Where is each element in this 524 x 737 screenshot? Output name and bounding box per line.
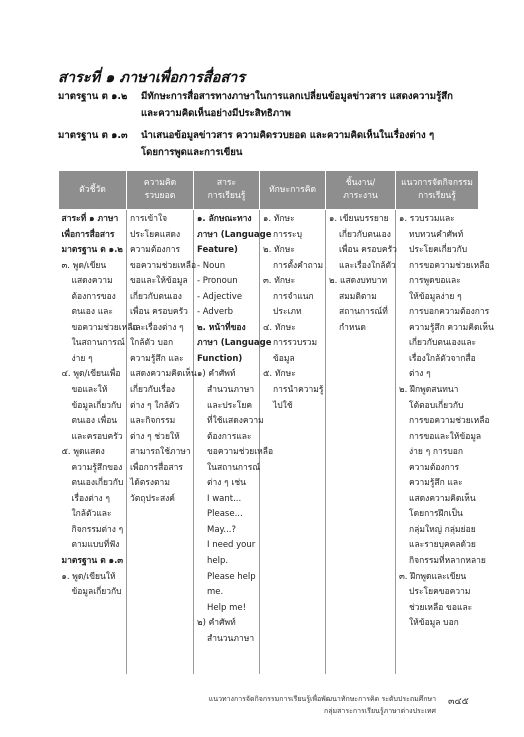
cell-line: เกี่ยวกับตนเอง xyxy=(130,291,182,302)
cell-line: เกี่ยวกับเรื่อง xyxy=(130,385,176,396)
cell-line: ข้อมูลเกี่ยวกับ xyxy=(71,400,122,411)
cell-line: การนำความรู้ xyxy=(273,385,324,396)
cell-line: ๕. พูดแสดง xyxy=(61,447,105,458)
cell-line: การจำแนก xyxy=(273,291,314,302)
cell-line: I need your xyxy=(207,540,256,551)
cell-line: - Adverb xyxy=(197,307,233,318)
footer-subject-group: กลุ่มสาระการเรียนรู้ภาษาต่างประเทศ xyxy=(324,707,436,715)
cell-line: ข้อมูลเกี่ยวกับ xyxy=(71,587,122,598)
standard-2-line: โดยการพูดและการเขียน xyxy=(141,147,243,158)
cell-line: สำนวนภาษา xyxy=(207,385,255,396)
cell-line: เพื่อการสื่อสาร xyxy=(130,462,183,473)
cell-line: ความต้องการ xyxy=(130,245,181,256)
cell-line: ๒) คำศัพท์ xyxy=(197,618,236,629)
header-activities: แนวการจัดกิจกรรม การเรียนรู้ xyxy=(396,171,479,210)
footer-book-title: แนวทางการจัดกิจกรรมการเรียนรู้เพื่อพัฒนาทักษะการคิด ระดับประถมศึกษา xyxy=(208,695,436,703)
cell-line: ต่าง ๆ ช่วยให้ xyxy=(130,431,180,442)
cell-line: - Noun xyxy=(197,260,226,271)
cell-line: ๒. ทักษะ xyxy=(263,245,295,256)
cell-line: ขอความช่วยเหลือ xyxy=(207,447,274,458)
standard-1-line: และความคิดเห็นอย่างมีประสิทธิภาพ xyxy=(141,108,291,119)
cell-line: ๒. แสดงบทบาท xyxy=(329,276,388,287)
standard-1-text xyxy=(141,88,478,122)
cell-line: และรายบุคคลด้วย xyxy=(409,540,476,551)
cell-line: help. xyxy=(207,556,229,567)
cell-line: สาระที่ ๑ ภาษา xyxy=(61,214,119,224)
cell-line: ตามแบบที่ฟัง xyxy=(71,540,120,551)
cell-line: - Adjective xyxy=(197,291,243,302)
cell-line: ให้ข้อมูล บอก xyxy=(409,618,459,629)
standard-2 xyxy=(58,127,478,161)
cell-line: การระบุ xyxy=(273,229,303,240)
cell-line: ๑. ลักษณะทาง xyxy=(197,214,252,224)
cell-line: สถานการณ์ที่ xyxy=(339,307,388,318)
cell-line: ใกล้ตัวและ xyxy=(71,509,112,520)
cell-line: กลุ่มใหญ่ กลุ่มย่อย xyxy=(409,524,476,535)
cell-line: เรื่องต่าง ๆ xyxy=(71,493,110,504)
cell-line: ข้อมูล xyxy=(273,353,295,364)
cell-line: ความต้องการ xyxy=(409,462,460,473)
cell-line: และครอบครัว xyxy=(71,431,123,442)
cell-line: ตนเองเกี่ยวกับ xyxy=(71,478,124,489)
cell-activities xyxy=(396,210,494,675)
cell-line: me. xyxy=(207,587,224,598)
cell-line: - Pronoun xyxy=(197,276,238,287)
cell-line: ประโยคแสดง xyxy=(130,229,181,240)
cell-line: Feature) xyxy=(197,245,238,256)
cell-line: ในสถานการณ์ xyxy=(71,338,125,349)
cell-line: การขอและให้ข้อมูล xyxy=(409,431,482,442)
cell-line: ๔. ทักษะ xyxy=(263,322,296,333)
cell-line: เกี่ยวกับตนเองและ xyxy=(409,338,477,349)
cell-concept xyxy=(127,210,197,675)
cell-line: ความรู้สึก ความคิดเห็น xyxy=(409,322,494,333)
cell-line: ง่าย ๆ การบอก xyxy=(409,447,464,458)
page-heading: สาระที่ ๑ ภาษาเพื่อการสื่อสาร xyxy=(58,70,246,86)
header-concept: ความคิด รวบยอด xyxy=(127,171,194,210)
cell-line: กิจกรรมที่หลากหลาย xyxy=(409,556,486,567)
cell-tasks xyxy=(326,210,396,675)
table-header-row xyxy=(59,171,479,210)
cell-line: โดยการฝึกเป็น xyxy=(409,509,463,520)
cell-line: ตนเอง และ xyxy=(71,307,113,318)
cell-line: โต้ตอบเกี่ยวกับ xyxy=(409,400,464,411)
cell-line: ประโยคขอความ xyxy=(409,587,471,598)
cell-line: วัตถุประสงค์ xyxy=(130,493,175,504)
standard-1-line: มีทักษะการสื่อสารทางภาษาในการแลกเปลี่ยนข้อมูลข่าวสาร แสดงความรู้สึก xyxy=(141,91,453,102)
header-tasks: ชิ้นงาน/ ภาระงาน xyxy=(326,171,396,210)
cell-line: ช่วยเหลือ ขอและ xyxy=(409,602,473,613)
header-content: สาระ การเรียนรู้ xyxy=(194,171,260,210)
cell-line: ที่ใช้แสดงความ xyxy=(207,416,264,427)
cell-line: แสดงความ xyxy=(71,276,113,287)
cell-line: ๑. รวบรวมและ xyxy=(399,214,455,224)
cell-line: กิจกรรมต่าง ๆ xyxy=(71,524,124,535)
cell-content xyxy=(194,210,274,675)
cell-line: ๑. พูด/เขียนให้ xyxy=(61,571,116,582)
cell-line: สำนวนภาษา xyxy=(207,633,255,644)
cell-line: เรื่องใกล้ตัวจากสื่อ xyxy=(409,353,476,364)
cell-line: และเรื่องใกล้ตัว xyxy=(339,260,396,271)
cell-line: ภาษา (Language xyxy=(197,338,272,349)
cell-line: ในสถานการณ์ xyxy=(207,462,261,473)
cell-line: Function) xyxy=(197,353,243,364)
cell-line: ๓. พูด/เขียน xyxy=(61,260,107,271)
cell-line: ๑. เขียนบรรยาย xyxy=(329,214,389,224)
cell-line: ๒. หน้าที่ของ xyxy=(197,322,246,333)
cell-line: แสดงความคิดเห็น xyxy=(409,493,476,504)
cell-line: ๓. ฝึกพูดและเขียน xyxy=(399,571,467,582)
cell-line: การเข้าใจ xyxy=(130,214,168,224)
cell-line: Please help xyxy=(207,571,256,582)
cell-line: ขอและให้ xyxy=(71,385,108,396)
cell-line: ความรู้สึก และ xyxy=(130,353,184,364)
cell-line: สามารถใช้ภาษา xyxy=(130,447,191,458)
cell-line: เพื่อการสื่อสาร xyxy=(61,229,115,240)
cell-thinking-skills xyxy=(260,210,326,675)
cell-line: ทบทวนคำศัพท์ xyxy=(409,229,464,240)
cell-indicators xyxy=(59,210,138,675)
cell-line: ต่าง ๆ เช่น xyxy=(207,478,246,489)
cell-line: Help me! xyxy=(207,602,246,613)
cell-line: ได้ตรงตาม xyxy=(130,478,170,489)
cell-line: ต่าง ๆ xyxy=(409,369,431,380)
cell-line: ง่าย ๆ xyxy=(71,353,93,364)
cell-line: เพื่อน ครอบครัว xyxy=(339,245,397,256)
cell-line: ๔. พูด/เขียนเพื่อ xyxy=(61,369,121,380)
cell-line: ๒. ฝึกพูดสนทนา xyxy=(399,385,459,396)
cell-line: และกิจกรรม xyxy=(130,416,176,427)
header-thinking-skills: ทักษะการคิด xyxy=(260,171,326,210)
cell-line: ไปใช้ xyxy=(273,400,293,411)
standard-1 xyxy=(58,88,478,122)
header-indicators: ตัวชี้วัด xyxy=(59,171,127,210)
cell-line: การบอกความต้องการ xyxy=(409,307,490,318)
cell-line: การขอความช่วยเหลือ xyxy=(409,260,490,271)
cell-line: Please... xyxy=(207,509,243,520)
page-number: ๓๔๕ xyxy=(448,696,469,707)
cell-line: มาตรฐาน ต ๑.๓ xyxy=(61,556,124,567)
standard-2-line: นำเสนอข้อมูลข่าวสาร ความคิดรวบยอด และความคิดเห็นในเรื่องต่าง ๆ xyxy=(141,130,435,141)
cell-line: สมมติตาม xyxy=(339,291,377,302)
cell-line: ประเภท xyxy=(273,307,302,318)
cell-line: ใกล้ตัว บอก xyxy=(130,338,174,349)
standard-1-code: มาตรฐาน ต ๑.๒ xyxy=(58,91,128,102)
cell-line: กำหนด xyxy=(339,322,366,333)
cell-line: ให้ข้อมูลง่าย ๆ xyxy=(409,291,462,302)
cell-line: เกี่ยวกับตนเอง xyxy=(339,229,391,240)
cell-line: และประโยค xyxy=(207,400,253,411)
cell-line: ๕. ทักษะ xyxy=(263,369,296,380)
standard-2-code: มาตรฐาน ต ๑.๓ xyxy=(58,130,128,141)
cell-line: การขอความช่วยเหลือ xyxy=(409,416,490,427)
cell-line: มาตรฐาน ต ๑.๒ xyxy=(61,245,123,256)
cell-line: ความรู้สึกของ xyxy=(71,462,123,473)
curriculum-table xyxy=(58,170,494,674)
standard-2-text xyxy=(141,127,478,161)
cell-line: ต้องการของ xyxy=(71,291,116,302)
cell-line: ภาษา (Language xyxy=(197,229,272,240)
cell-line: การตั้งคำถาม xyxy=(273,260,324,271)
cell-line: ต่าง ๆ ใกล้ตัว xyxy=(130,400,180,411)
cell-line: การรวบรวม xyxy=(273,338,318,349)
cell-line: ขอและให้ข้อมูล xyxy=(130,276,188,287)
cell-line: ขอความช่วยเหลือ xyxy=(71,322,138,333)
cell-line: ๑. ทักษะ xyxy=(263,214,295,224)
cell-line: ๓. ทักษะ xyxy=(263,276,296,287)
cell-line: ๑) คำศัพท์ xyxy=(197,369,236,380)
cell-line: ต้องการและ xyxy=(207,431,252,442)
cell-line: เพื่อน ครอบครัว xyxy=(130,307,188,318)
cell-line: ความรู้สึก และ xyxy=(409,478,463,489)
cell-line: และเรื่องต่าง ๆ xyxy=(130,322,184,333)
cell-line: ตนเอง เพื่อน xyxy=(71,416,118,427)
cell-line: การพูดขอและ xyxy=(409,276,461,287)
cell-line: ขอความช่วยเหลือ xyxy=(130,260,197,271)
table-row xyxy=(59,210,479,675)
cell-line: May...? xyxy=(207,524,236,535)
cell-line: ประโยคเกี่ยวกับ xyxy=(409,245,468,256)
cell-line: แสดงความคิดเห็น xyxy=(130,369,197,380)
cell-line: I want... xyxy=(207,493,242,504)
